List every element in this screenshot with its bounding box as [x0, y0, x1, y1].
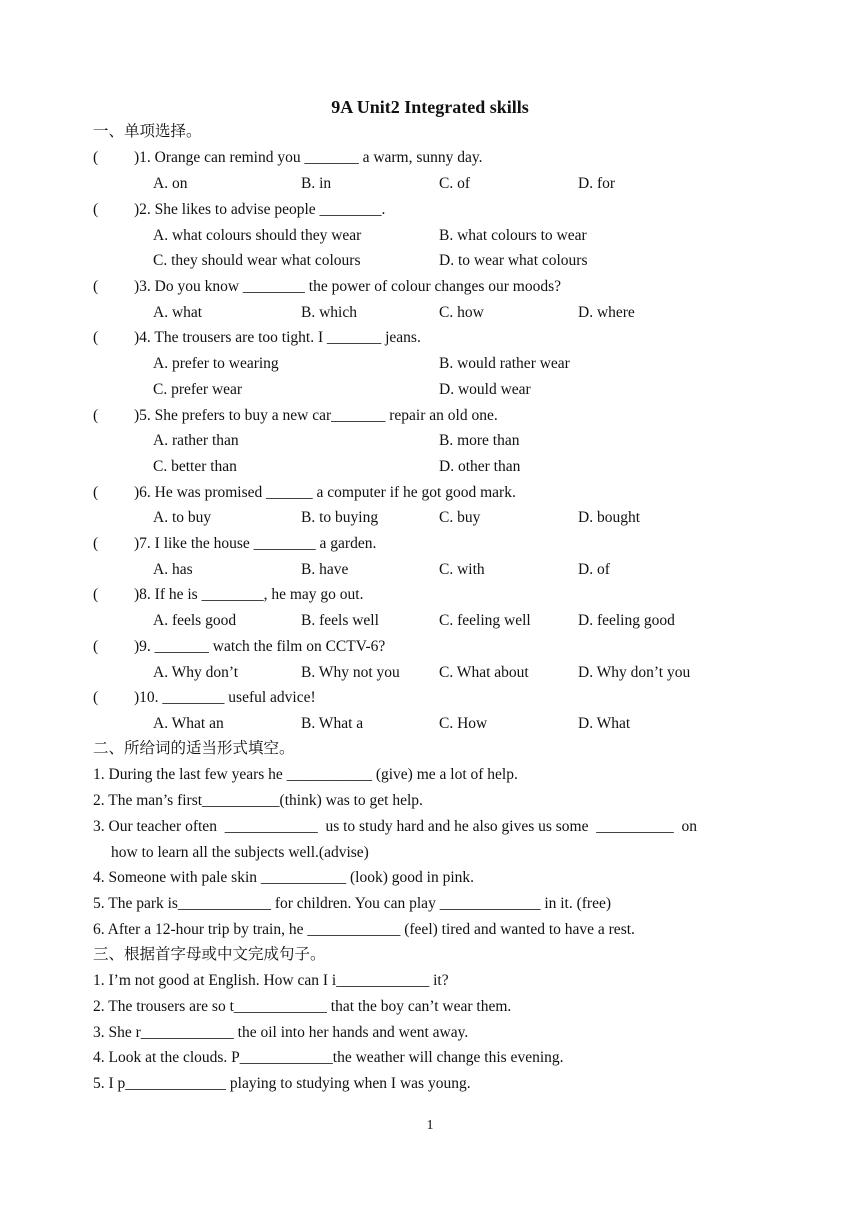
option-b: B. which	[301, 304, 357, 321]
sentence-item: 5. I p_____________ playing to studying when I was young.	[93, 1075, 471, 1092]
question-stem: )5. She prefers to buy a new car_______ repair an old one.	[134, 407, 498, 424]
answer-paren: (	[93, 149, 99, 166]
option-a: A. rather than	[153, 432, 239, 449]
section-heading-2: 二、所给词的适当形式填空。	[93, 740, 295, 757]
fill-in-item: 5. The park is____________ for children. You can play _____________ in it. (free)	[93, 895, 612, 912]
page-number: 1	[426, 1118, 434, 1133]
fill-in-item: 2. The man’s first__________(think) was to get help.	[93, 792, 423, 809]
option-b: B. would rather wear	[439, 355, 570, 372]
sentence-item: 3. She r____________ the oil into her hands and went away.	[93, 1024, 469, 1041]
fill-in-item: 6. After a 12-hour trip by train, he ____________ (feel) tired and wanted to have a rest.	[93, 921, 635, 938]
answer-paren: (	[93, 638, 99, 655]
answer-paren: (	[93, 201, 99, 218]
option-d: D. to wear what colours	[439, 252, 588, 269]
option-b: B. in	[301, 175, 332, 192]
option-c: C. prefer wear	[153, 381, 243, 398]
option-b: B. to buying	[301, 509, 379, 526]
option-d: D. other than	[439, 458, 521, 475]
page-title: 9A Unit2 Integrated skills	[331, 97, 529, 117]
fill-in-item: 3. Our teacher often ____________ us to study hard and he also gives us some __________ on	[93, 818, 697, 835]
option-d: D. where	[578, 304, 635, 321]
question-stem: )2. She likes to advise people ________.	[134, 201, 386, 218]
option-b: B. Why not you	[301, 664, 400, 681]
question-stem: )8. If he is ________, he may go out.	[134, 586, 364, 603]
option-c: C. of	[439, 175, 470, 192]
answer-paren: (	[93, 586, 99, 603]
option-d: D. bought	[578, 509, 640, 526]
answer-paren: (	[93, 535, 99, 552]
option-a: A. Why don’t	[153, 664, 239, 681]
question-stem: )1. Orange can remind you _______ a warm, sunny day.	[134, 149, 483, 166]
option-d: D. feeling good	[578, 612, 675, 629]
option-a: A. What an	[153, 715, 224, 732]
fill-in-item: 4. Someone with pale skin ___________ (look) good in pink.	[93, 869, 475, 886]
option-a: A. has	[153, 561, 193, 578]
sentence-item: 1. I’m not good at English. How can I i____________ it?	[93, 972, 449, 989]
option-a: A. on	[153, 175, 188, 192]
option-b: B. more than	[439, 432, 520, 449]
answer-paren: (	[93, 278, 99, 295]
question-stem: )4. The trousers are too tight. I _______ jeans.	[134, 329, 421, 346]
option-b: B. have	[301, 561, 349, 578]
option-c: C. buy	[439, 509, 481, 526]
question-stem: )10. ________ useful advice!	[134, 689, 316, 706]
option-a: A. what colours should they wear	[153, 227, 362, 244]
option-a: A. prefer to wearing	[153, 355, 279, 372]
question-stem: )3. Do you know ________ the power of colour changes our moods?	[134, 278, 562, 295]
option-d: D. What	[578, 715, 631, 732]
option-d: D. Why don’t you	[578, 664, 691, 681]
option-d: D. would wear	[439, 381, 531, 398]
question-stem: )9. _______ watch the film on CCTV-6?	[134, 638, 386, 655]
fill-in-item-continuation: how to learn all the subjects well.(advise)	[111, 844, 369, 861]
option-c: C. with	[439, 561, 485, 578]
option-a: A. to buy	[153, 509, 212, 526]
option-c: C. better than	[153, 458, 237, 475]
option-c: C. how	[439, 304, 484, 321]
option-b: B. what colours to wear	[439, 227, 587, 244]
answer-paren: (	[93, 329, 99, 346]
sentence-item: 4. Look at the clouds. P____________the weather will change this evening.	[93, 1049, 564, 1066]
option-c: C. How	[439, 715, 488, 732]
question-stem: )7. I like the house ________ a garden.	[134, 535, 377, 552]
option-d: D. for	[578, 175, 616, 192]
option-c: C. What about	[439, 664, 529, 681]
option-b: B. feels well	[301, 612, 379, 629]
answer-paren: (	[93, 689, 99, 706]
answer-paren: (	[93, 407, 99, 424]
option-a: A. what	[153, 304, 203, 321]
question-stem: )6. He was promised ______ a computer if he got good mark.	[134, 484, 516, 501]
answer-paren: (	[93, 484, 99, 501]
sentence-item: 2. The trousers are so t____________ that the boy can’t wear them.	[93, 998, 512, 1015]
section-heading-1: 一、单项选择。	[93, 123, 202, 140]
option-b: B. What a	[301, 715, 364, 732]
option-d: D. of	[578, 561, 610, 578]
option-a: A. feels good	[153, 612, 237, 629]
option-c: C. they should wear what colours	[153, 252, 361, 269]
option-c: C. feeling well	[439, 612, 531, 629]
fill-in-item: 1. During the last few years he ___________ (give) me a lot of help.	[93, 766, 518, 783]
section-heading-3: 三、根据首字母或中文完成句子。	[93, 946, 326, 963]
